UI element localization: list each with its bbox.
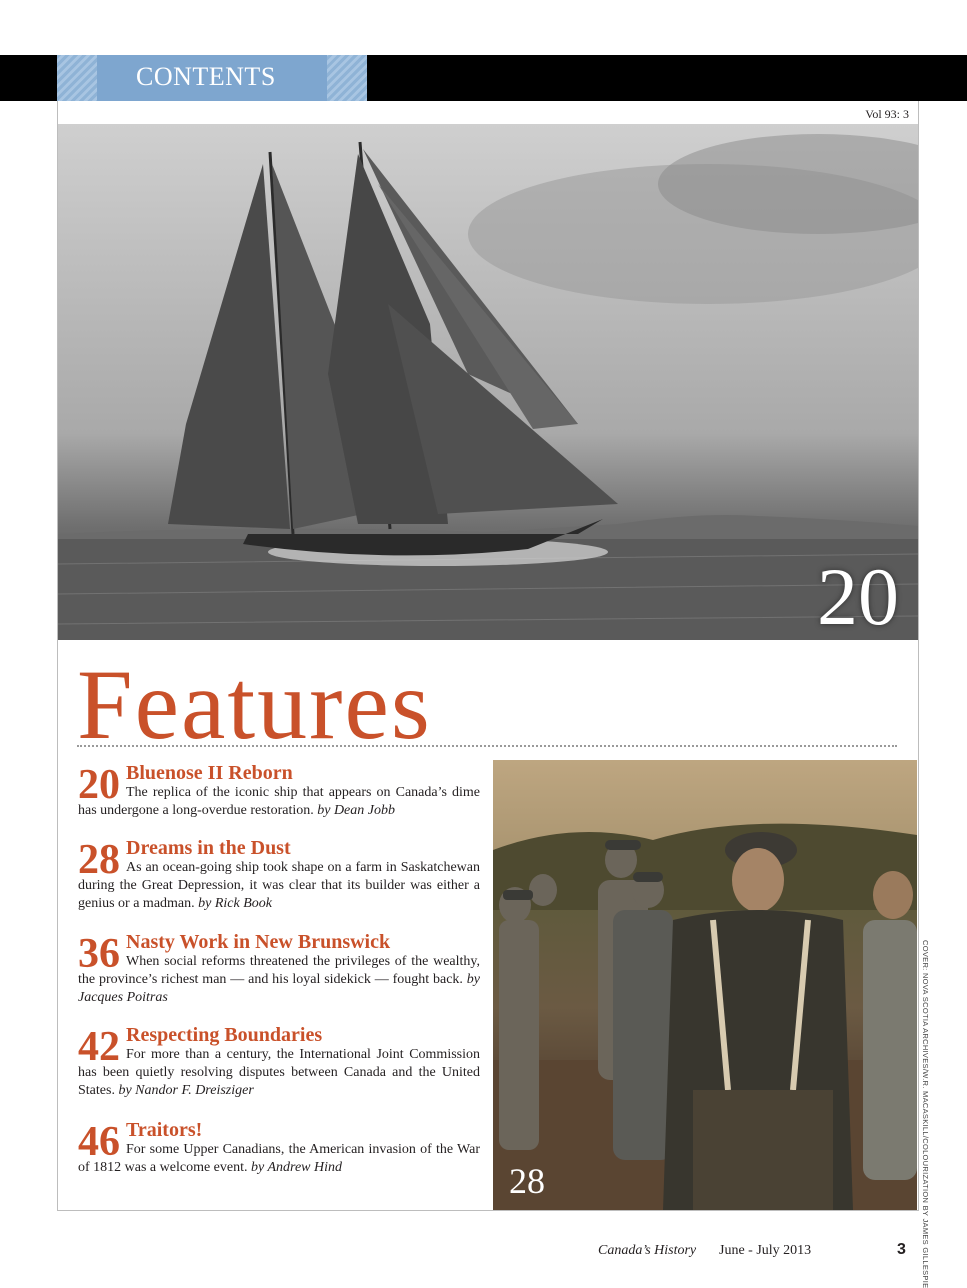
footer-issue-date: June - July 2013 [719, 1243, 812, 1258]
article-page-number: 46 [78, 1119, 120, 1165]
article-item[interactable] [78, 762, 480, 820]
article-byline: by Andrew Hind [251, 1160, 342, 1175]
article-page-number: 28 [78, 837, 120, 883]
article-summary: For some Upper Canadians, the American invasion of the War of 1812 was a welcome event. [78, 1142, 480, 1175]
dotted-divider [77, 745, 897, 747]
article-byline: by Dean Jobb [317, 803, 395, 818]
article-item[interactable] [78, 1119, 480, 1177]
article-page-number: 42 [78, 1024, 120, 1070]
article-byline: by Jacques Poitras [78, 972, 480, 1005]
footer-page-number: 3 [897, 1241, 906, 1258]
article-page-number: 36 [78, 931, 120, 977]
farmers-illustration [493, 760, 917, 1210]
section-label: CONTENTS [136, 62, 276, 91]
hero-page-number: 20 [817, 551, 899, 642]
article-title[interactable]: Traitors! [126, 1119, 203, 1141]
footer-magazine-title: Canada’s History [598, 1243, 697, 1258]
article-page-number: 20 [78, 762, 120, 808]
article-title[interactable]: Dreams in the Dust [126, 837, 291, 859]
article-summary: For more than a century, the International Joint Commission has been quietly resolving disputes between Canada and the United States. [78, 1047, 480, 1098]
volume-label: Vol 93: 3 [865, 107, 909, 121]
article-item[interactable] [78, 837, 480, 913]
photo-page-number: 28 [509, 1161, 545, 1201]
schooner-photo [58, 124, 918, 640]
article-title[interactable]: Respecting Boundaries [126, 1024, 323, 1046]
article-byline: by Nandor F. Dreisziger [118, 1083, 254, 1098]
article-summary: When social reforms threatened the privileges of the wealthy, the province’s richest man — and his loyal sidekick — fought back. [78, 954, 480, 987]
features-heading: Features [77, 649, 432, 760]
article-title[interactable]: Bluenose II Reborn [126, 762, 293, 784]
photo-credit-text: COVER: NOVA SCOTIA ARCHIVES/W.R. MACASKILL/COLOURIZATION BY JAMES GILLESPIE [921, 940, 930, 1288]
article-title[interactable]: Nasty Work in New Brunswick [126, 931, 391, 953]
article-summary: As an ocean-going ship took shape on a farm in Saskatchewan during the Great Depression, it was clear that its builder was either a genius or a madman. [78, 860, 480, 911]
photo-credit [916, 940, 932, 1288]
article-item[interactable] [78, 1024, 480, 1100]
schooner-illustration [58, 124, 918, 640]
farmers-photo [493, 760, 917, 1210]
article-item[interactable] [78, 931, 480, 1007]
article-summary: The replica of the iconic ship that appears on Canada’s dime has undergone a long-overdue restoration. [78, 785, 480, 818]
article-byline: by Rick Book [198, 896, 272, 911]
